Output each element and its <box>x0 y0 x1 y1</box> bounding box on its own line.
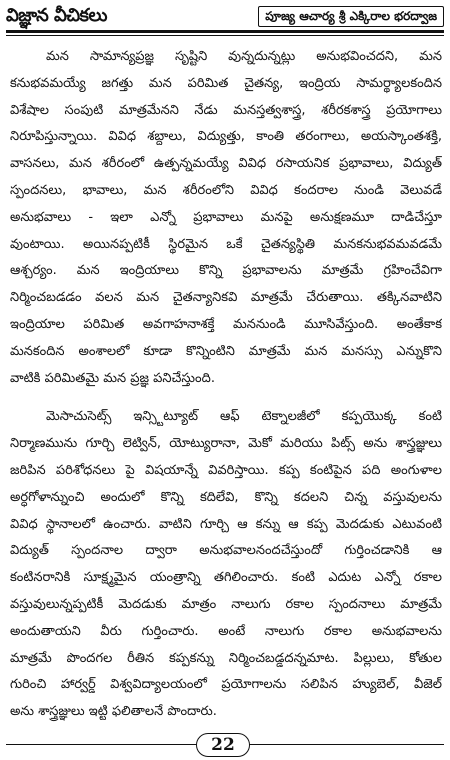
text-line: నిర్మాణమును గూర్చి లెట్విన్, యోట్యురానా, మెకో మరియు పిట్స్ అను శాస్త్రజ్ఞులు <box>10 436 442 452</box>
text-line: మెసాచుసెట్స్ ఇన్స్టిట్యూట్ ఆఫ్ టెక్నాలజీలో కప్పయొక్క కంటి <box>46 409 442 425</box>
page-number: 22 <box>196 733 250 757</box>
book-title: విజ్ఞాన వీచికలు <box>6 5 107 26</box>
running-header <box>6 3 444 29</box>
text-line: కంటినరానికి సూక్ష్మమైన యంత్రాన్ని తగిలించారు. కంటి ఎదుట ఎన్నో రకాల <box>10 570 442 586</box>
body-text <box>10 44 442 738</box>
text-line: ఆశ్చర్యం. మన ఇంద్రియాలు కొన్ని ప్రభావాలను మాత్రమే గ్రహించేవిగా <box>10 263 442 279</box>
paragraph <box>10 404 442 726</box>
text-line: మనకందిన అంశాలలో కూడా కొన్నింటిని మాత్రమే మన మనస్సు ఎన్నుకొని <box>10 343 442 359</box>
text-line: వుంటాయి. అయినప్పటికీ స్థిరమైన ఒకే చైతన్యస్థితి మనకనుభవమవడమే <box>10 236 442 252</box>
text-line: ఇంద్రియాల పరిమిత అవగాహనాశక్తే మననుండి మూసివేస్తుంది. అంతేకాక <box>10 316 442 332</box>
text-line: వస్తువులున్నప్పటికీ మెదడుకు మాత్రం నాలుగు రకాల స్పందనాలు మాత్రమే <box>10 596 442 612</box>
text-line: అందుతాయని వీరు గుర్తించారు. అంటే నాలుగు రకాల అనుభవాలను <box>10 623 442 639</box>
text-line: స్పందనలు, భావాలు, మన శరీరంలోని వివిధ కందరాల నుండి వెలువడే <box>10 182 442 198</box>
header-rule <box>6 30 444 33</box>
text-line: విద్యుత్ స్పందనాల ద్వారా అనుభవాలనందచేస్తుందో గుర్తించడానికి ఆ <box>10 543 442 559</box>
text-line: గురించి హార్వర్డ్ విశ్వవిద్యాలయంలో ప్రయోగాలను సలిపిన హ్యుబెల్, వీజెల్ <box>10 677 442 693</box>
text-line: విశేషాల సంపుటి మాత్రమేనని నేడు మనస్తత్వశాస్త్ర, శరీరకశాస్త్ర ప్రయోగాలు <box>10 102 442 118</box>
text-line: వాసనలు, మన శరీరంలో ఉత్పన్నమయ్యే వివిధ రసాయనిక ప్రభావాలు, విద్యుత్ <box>10 156 442 172</box>
text-line: జరిపిన పరిశోధనలు పై విషయాన్నే వివరిస్తాయి. కప్ప కంటిపైన పది అంగుళాల <box>10 462 442 478</box>
paragraph <box>10 44 442 392</box>
text-line: నిర్మించబడడం వలన మన చైతన్యానికవి మాత్రమే చేరుతాయి. తక్కినవాటిని <box>10 290 442 306</box>
text-line: నిరూపిస్తున్నాయి. వివిధ శబ్దాలు, విద్యుత్తు, కాంతి తరంగాలు, అయస్కాంతశక్తి, <box>10 129 442 145</box>
text-line: కనుభవమయ్యే జగత్తు మన పరిమిత చైతన్య, ఇంద్రియ సామర్థ్యాలకందిన <box>10 75 442 91</box>
text-line: అర్ధగోళాన్నుంచి అందులో కొన్ని కదిలేవి, కొన్ని కదలని చిన్న వస్తువులను <box>10 489 442 505</box>
header-rule-thin <box>6 35 444 36</box>
text-line: వివిధ స్థానాలలో ఉంచారు. వాటిని గూర్చి ఆ కన్ను ఆ కప్ప మెదడుకు ఎటువంటి <box>10 516 442 532</box>
text-line: అనుభవాలు - ఇలా ఎన్నో ప్రభావాలు మనపై అనుక్షణమూ దాడిచేస్తూ <box>10 209 442 225</box>
author-box: పూజ్య ఆచార్య శ్రీ ఎక్కిరాల భరద్వాజ <box>258 6 444 27</box>
text-line: మన సామాన్యప్రజ్ఞ సృష్టిని వున్నదున్నట్లు అనుభవించదని, మన <box>46 49 442 64</box>
text-line: మాత్రమే పొందగల రీతిన కప్పకన్ను నిర్మించబడ్డదన్నమాట. పిల్లులు, కోతుల <box>10 650 442 666</box>
text-line: వాటికి పరిమితమై మన ప్రజ్ఞ పనిచేస్తుంది. <box>10 370 215 386</box>
text-line: అను శాస్త్రజ్ఞులు ఇట్టి ఫలితాలనే పొందారు. <box>10 704 217 720</box>
